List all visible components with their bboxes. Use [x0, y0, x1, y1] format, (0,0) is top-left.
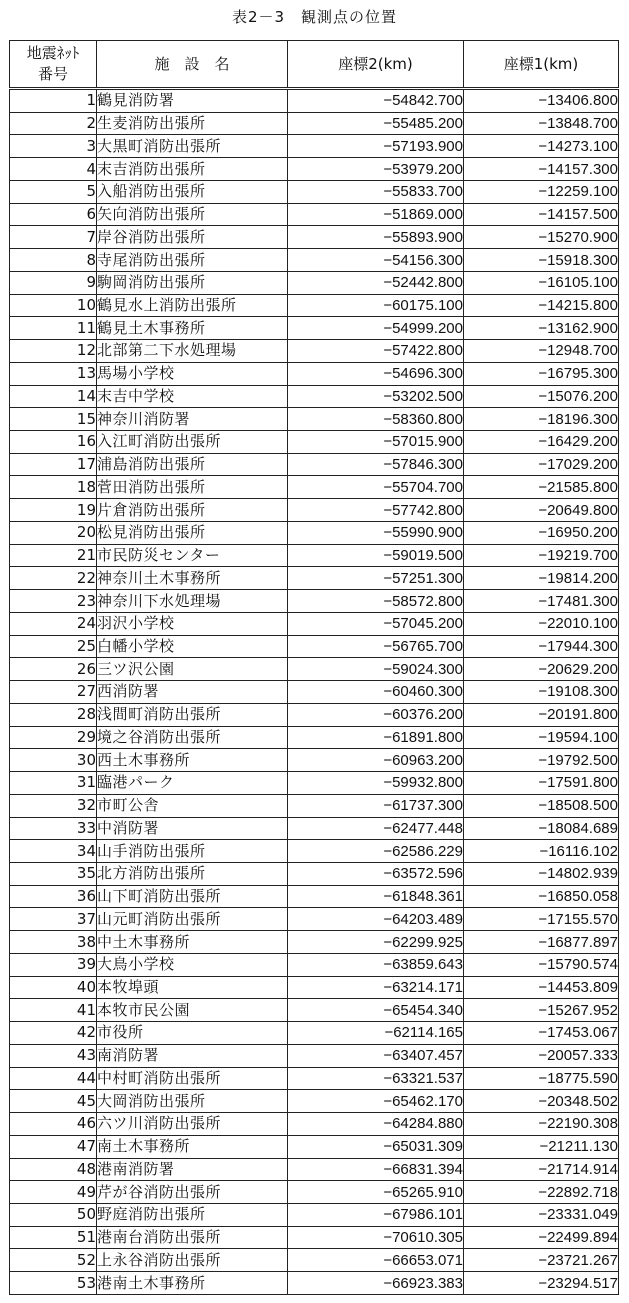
- row-number: 52: [10, 1249, 97, 1272]
- facility-name: 岸谷消防出張所: [97, 226, 288, 249]
- row-number: 17: [10, 453, 97, 476]
- coordinate-1: −19108.300: [464, 681, 619, 704]
- table-row: [10, 89, 619, 113]
- facility-name: 生麦消防出張所: [97, 112, 288, 135]
- table-row: [10, 908, 619, 931]
- row-number: 27: [10, 681, 97, 704]
- row-number: 16: [10, 431, 97, 454]
- facility-name: 山下町消防出張所: [97, 885, 288, 908]
- facility-name: 神奈川下水処理場: [97, 590, 288, 613]
- row-number: 11: [10, 317, 97, 340]
- coordinate-1: −18775.590: [464, 1067, 619, 1090]
- table-row: [10, 271, 619, 294]
- facility-name: 市町公舎: [97, 794, 288, 817]
- header-facility-name: 施 設 名: [97, 41, 288, 89]
- row-number: 35: [10, 862, 97, 885]
- facility-name: 末吉消防出張所: [97, 158, 288, 181]
- row-number: 29: [10, 726, 97, 749]
- coordinate-2: −66831.394: [288, 1158, 464, 1181]
- coordinate-2: −51869.000: [288, 203, 464, 226]
- coordinate-1: −15790.574: [464, 953, 619, 976]
- table-row: [10, 703, 619, 726]
- table-row: [10, 1113, 619, 1136]
- row-number: 15: [10, 408, 97, 431]
- coordinate-2: −60376.200: [288, 703, 464, 726]
- row-number: 51: [10, 1226, 97, 1249]
- coordinate-2: −65462.170: [288, 1090, 464, 1113]
- table-row: [10, 135, 619, 158]
- coordinate-2: −64284.880: [288, 1113, 464, 1136]
- table-row: [10, 726, 619, 749]
- facility-name: 大鳥小学校: [97, 953, 288, 976]
- coordinate-2: −63214.171: [288, 976, 464, 999]
- row-number: 20: [10, 521, 97, 544]
- coordinate-1: −17453.067: [464, 1022, 619, 1045]
- row-number: 9: [10, 271, 97, 294]
- coordinate-2: −57193.900: [288, 135, 464, 158]
- facility-name: 臨港パーク: [97, 772, 288, 795]
- coordinate-1: −14157.300: [464, 158, 619, 181]
- coordinate-2: −54696.300: [288, 362, 464, 385]
- row-number: 12: [10, 340, 97, 363]
- facility-name: 六ツ川消防出張所: [97, 1113, 288, 1136]
- facility-name: 入船消防出張所: [97, 180, 288, 203]
- coordinate-1: −22190.308: [464, 1113, 619, 1136]
- coordinate-2: −55893.900: [288, 226, 464, 249]
- coordinate-1: −16877.897: [464, 931, 619, 954]
- row-number: 37: [10, 908, 97, 931]
- facility-name: 市民防災センター: [97, 544, 288, 567]
- facility-name: 港南消防署: [97, 1158, 288, 1181]
- table-title: 表2－3 観測点の位置: [231, 8, 398, 26]
- coordinate-2: −62299.925: [288, 931, 464, 954]
- coordinate-2: −59024.300: [288, 658, 464, 681]
- coordinate-2: −65265.910: [288, 1181, 464, 1204]
- table-row: [10, 408, 619, 431]
- table-row: [10, 1022, 619, 1045]
- coordinate-2: −62586.229: [288, 840, 464, 863]
- facility-name: 駒岡消防出張所: [97, 271, 288, 294]
- coordinate-1: −15076.200: [464, 385, 619, 408]
- facility-name: 境之谷消防出張所: [97, 726, 288, 749]
- table-row: [10, 658, 619, 681]
- row-number: 13: [10, 362, 97, 385]
- row-number: 49: [10, 1181, 97, 1204]
- row-number: 40: [10, 976, 97, 999]
- coordinate-2: −63407.457: [288, 1044, 464, 1067]
- coordinate-1: −19594.100: [464, 726, 619, 749]
- row-number: 34: [10, 840, 97, 863]
- table-row: [10, 1181, 619, 1204]
- coordinate-2: −60175.100: [288, 294, 464, 317]
- facility-name: 港南台消防出張所: [97, 1226, 288, 1249]
- coordinate-1: −12948.700: [464, 340, 619, 363]
- facility-name: 市役所: [97, 1022, 288, 1045]
- table-row: [10, 590, 619, 613]
- table-row: [10, 953, 619, 976]
- row-number: 5: [10, 180, 97, 203]
- facility-name: 山元町消防出張所: [97, 908, 288, 931]
- table-row: [10, 772, 619, 795]
- coordinate-2: −53202.500: [288, 385, 464, 408]
- row-number: 47: [10, 1135, 97, 1158]
- row-number: 21: [10, 544, 97, 567]
- coordinate-2: −65031.309: [288, 1135, 464, 1158]
- table-row: [10, 1249, 619, 1272]
- table-row: [10, 635, 619, 658]
- facility-name: 入江町消防出張所: [97, 431, 288, 454]
- coordinate-1: −17029.200: [464, 453, 619, 476]
- row-number: 6: [10, 203, 97, 226]
- coordinate-1: −17155.570: [464, 908, 619, 931]
- coordinate-2: −62114.165: [288, 1022, 464, 1045]
- row-number: 24: [10, 612, 97, 635]
- row-number: 4: [10, 158, 97, 181]
- coordinate-2: −52442.800: [288, 271, 464, 294]
- coordinate-1: −20649.800: [464, 499, 619, 522]
- facility-name: 西消防署: [97, 681, 288, 704]
- table-body: [10, 89, 619, 1295]
- coordinate-1: −23721.267: [464, 1249, 619, 1272]
- coordinate-2: −63859.643: [288, 953, 464, 976]
- coordinate-1: −22010.100: [464, 612, 619, 635]
- header-coordinate-1: 座標1(km): [464, 41, 619, 89]
- coordinate-2: −63572.596: [288, 862, 464, 885]
- facility-name: 矢向消防出張所: [97, 203, 288, 226]
- coordinate-2: −61737.300: [288, 794, 464, 817]
- coordinate-2: −53979.200: [288, 158, 464, 181]
- coordinate-1: −16850.058: [464, 885, 619, 908]
- row-number: 26: [10, 658, 97, 681]
- coordinate-2: −58572.800: [288, 590, 464, 613]
- facility-name: 野庭消防出張所: [97, 1203, 288, 1226]
- row-number: 3: [10, 135, 97, 158]
- coordinate-1: −19219.700: [464, 544, 619, 567]
- facility-name: 中土木事務所: [97, 931, 288, 954]
- facility-name: 神奈川土木事務所: [97, 567, 288, 590]
- row-number: 32: [10, 794, 97, 817]
- coordinate-2: −57422.800: [288, 340, 464, 363]
- row-number: 36: [10, 885, 97, 908]
- row-number: 23: [10, 590, 97, 613]
- coordinate-1: −18084.689: [464, 817, 619, 840]
- row-number: 41: [10, 999, 97, 1022]
- table-row: [10, 226, 619, 249]
- table-row: [10, 1135, 619, 1158]
- coordinate-1: −17481.300: [464, 590, 619, 613]
- facility-name: 神奈川消防署: [97, 408, 288, 431]
- facility-name: 北方消防出張所: [97, 862, 288, 885]
- observation-point-table: [9, 40, 619, 1295]
- coordinate-2: −54999.200: [288, 317, 464, 340]
- facility-name: 南土木事務所: [97, 1135, 288, 1158]
- table-row: [10, 817, 619, 840]
- header-no-line2: 番号: [37, 65, 68, 83]
- table-row: [10, 681, 619, 704]
- coordinate-2: −55485.200: [288, 112, 464, 135]
- coordinate-1: −16116.102: [464, 840, 619, 863]
- coordinate-2: −65454.340: [288, 999, 464, 1022]
- coordinate-1: −14453.809: [464, 976, 619, 999]
- facility-name: 北部第二下水処理場: [97, 340, 288, 363]
- coordinate-1: −20191.800: [464, 703, 619, 726]
- coordinate-1: −20348.502: [464, 1090, 619, 1113]
- coordinate-1: −22892.718: [464, 1181, 619, 1204]
- table-row: [10, 1203, 619, 1226]
- row-number: 50: [10, 1203, 97, 1226]
- coordinate-2: −56765.700: [288, 635, 464, 658]
- table-row: [10, 976, 619, 999]
- table-row: [10, 1067, 619, 1090]
- row-number: 8: [10, 249, 97, 272]
- row-number: 19: [10, 499, 97, 522]
- table-row: [10, 294, 619, 317]
- coordinate-2: −67986.101: [288, 1203, 464, 1226]
- coordinate-2: −61891.800: [288, 726, 464, 749]
- facility-name: 片倉消防出張所: [97, 499, 288, 522]
- coordinate-1: −14273.100: [464, 135, 619, 158]
- coordinate-1: −19814.200: [464, 567, 619, 590]
- table-row: [10, 567, 619, 590]
- table-row: [10, 317, 619, 340]
- coordinate-1: −17944.300: [464, 635, 619, 658]
- row-number: 46: [10, 1113, 97, 1136]
- facility-name: 菅田消防出張所: [97, 476, 288, 499]
- table-row: [10, 362, 619, 385]
- coordinate-1: −22499.894: [464, 1226, 619, 1249]
- coordinate-2: −66653.071: [288, 1249, 464, 1272]
- coordinate-2: −57251.300: [288, 567, 464, 590]
- facility-name: 中消防署: [97, 817, 288, 840]
- coordinate-2: −66923.383: [288, 1272, 464, 1295]
- coordinate-1: −18508.500: [464, 794, 619, 817]
- table-row: [10, 476, 619, 499]
- coordinate-2: −63321.537: [288, 1067, 464, 1090]
- facility-name: 白幡小学校: [97, 635, 288, 658]
- coordinate-2: −59932.800: [288, 772, 464, 795]
- row-number: 42: [10, 1022, 97, 1045]
- table-row: [10, 840, 619, 863]
- row-number: 44: [10, 1067, 97, 1090]
- coordinate-2: −62477.448: [288, 817, 464, 840]
- table-row: [10, 862, 619, 885]
- coordinate-1: −16429.200: [464, 431, 619, 454]
- coordinate-2: −57742.800: [288, 499, 464, 522]
- coordinate-2: −70610.305: [288, 1226, 464, 1249]
- coordinate-2: −61848.361: [288, 885, 464, 908]
- facility-name: 馬場小学校: [97, 362, 288, 385]
- facility-name: 末吉中学校: [97, 385, 288, 408]
- facility-name: 鶴見水上消防出張所: [97, 294, 288, 317]
- table-row: [10, 544, 619, 567]
- coordinate-1: −15267.952: [464, 999, 619, 1022]
- facility-name: 羽沢小学校: [97, 612, 288, 635]
- row-number: 45: [10, 1090, 97, 1113]
- facility-name: 大黒町消防出張所: [97, 135, 288, 158]
- row-number: 10: [10, 294, 97, 317]
- row-number: 33: [10, 817, 97, 840]
- coordinate-1: −15270.900: [464, 226, 619, 249]
- table-row: [10, 885, 619, 908]
- row-number: 2: [10, 112, 97, 135]
- facility-name: 大岡消防出張所: [97, 1090, 288, 1113]
- coordinate-2: −55704.700: [288, 476, 464, 499]
- coordinate-2: −60460.300: [288, 681, 464, 704]
- table-row: [10, 1272, 619, 1295]
- coordinate-1: −19792.500: [464, 749, 619, 772]
- coordinate-1: −23294.517: [464, 1272, 619, 1295]
- table-row: [10, 112, 619, 135]
- facility-name: 上永谷消防出張所: [97, 1249, 288, 1272]
- facility-name: 芹が谷消防出張所: [97, 1181, 288, 1204]
- facility-name: 南消防署: [97, 1044, 288, 1067]
- facility-name: 鶴見土木事務所: [97, 317, 288, 340]
- table-row: [10, 1090, 619, 1113]
- table-row: [10, 1226, 619, 1249]
- row-number: 38: [10, 931, 97, 954]
- facility-name: 松見消防出張所: [97, 521, 288, 544]
- row-number: 1: [10, 89, 97, 113]
- coordinate-1: −14215.800: [464, 294, 619, 317]
- coordinate-1: −23331.049: [464, 1203, 619, 1226]
- facility-name: 西土木事務所: [97, 749, 288, 772]
- coordinate-2: −54842.700: [288, 89, 464, 113]
- coordinate-2: −60963.200: [288, 749, 464, 772]
- coordinate-1: −15918.300: [464, 249, 619, 272]
- facility-name: 山手消防出張所: [97, 840, 288, 863]
- coordinate-1: −13162.900: [464, 317, 619, 340]
- coordinate-2: −57015.900: [288, 431, 464, 454]
- table-row: [10, 453, 619, 476]
- table-row: [10, 499, 619, 522]
- facility-name: 三ツ沢公園: [97, 658, 288, 681]
- row-number: 53: [10, 1272, 97, 1295]
- table-row: [10, 158, 619, 181]
- header-row: [10, 41, 619, 89]
- table-row: [10, 180, 619, 203]
- table-row: [10, 794, 619, 817]
- coordinate-1: −14802.939: [464, 862, 619, 885]
- coordinate-1: −16950.200: [464, 521, 619, 544]
- table-row: [10, 203, 619, 226]
- facility-name: 本牧市民公園: [97, 999, 288, 1022]
- facility-name: 浅間町消防出張所: [97, 703, 288, 726]
- coordinate-2: −55990.900: [288, 521, 464, 544]
- row-number: 7: [10, 226, 97, 249]
- coordinate-1: −17591.800: [464, 772, 619, 795]
- coordinate-2: −58360.800: [288, 408, 464, 431]
- table-row: [10, 385, 619, 408]
- row-number: 39: [10, 953, 97, 976]
- row-number: 28: [10, 703, 97, 726]
- coordinate-1: −20629.200: [464, 658, 619, 681]
- coordinate-1: −13406.800: [464, 89, 619, 113]
- facility-name: 港南土木事務所: [97, 1272, 288, 1295]
- coordinate-1: −21211.130: [464, 1135, 619, 1158]
- table-row: [10, 749, 619, 772]
- row-number: 31: [10, 772, 97, 795]
- facility-name: 鶴見消防署: [97, 89, 288, 113]
- coordinate-1: −13848.700: [464, 112, 619, 135]
- table-row: [10, 340, 619, 363]
- coordinate-1: −16105.100: [464, 271, 619, 294]
- coordinate-2: −55833.700: [288, 180, 464, 203]
- coordinate-2: −59019.500: [288, 544, 464, 567]
- row-number: 25: [10, 635, 97, 658]
- facility-name: 中村町消防出張所: [97, 1067, 288, 1090]
- table-row: [10, 931, 619, 954]
- coordinate-1: −21714.914: [464, 1158, 619, 1181]
- row-number: 18: [10, 476, 97, 499]
- coordinate-1: −14157.500: [464, 203, 619, 226]
- row-number: 14: [10, 385, 97, 408]
- row-number: 43: [10, 1044, 97, 1067]
- table-row: [10, 612, 619, 635]
- coordinate-2: −57045.200: [288, 612, 464, 635]
- table-row: [10, 1044, 619, 1067]
- coordinate-1: −16795.300: [464, 362, 619, 385]
- facility-name: 浦島消防出張所: [97, 453, 288, 476]
- coordinate-1: −12259.100: [464, 180, 619, 203]
- facility-name: 本牧埠頭: [97, 976, 288, 999]
- facility-name: 寺尾消防出張所: [97, 249, 288, 272]
- coordinate-1: −21585.800: [464, 476, 619, 499]
- row-number: 30: [10, 749, 97, 772]
- coordinate-2: −57846.300: [288, 453, 464, 476]
- table-row: [10, 1158, 619, 1181]
- row-number: 22: [10, 567, 97, 590]
- coordinate-2: −64203.489: [288, 908, 464, 931]
- table-row: [10, 999, 619, 1022]
- table-row: [10, 431, 619, 454]
- header-coordinate-2: 座標2(km): [288, 41, 464, 89]
- header-seismic-net-number: [10, 41, 97, 89]
- coordinate-1: −20057.333: [464, 1044, 619, 1067]
- row-number: 48: [10, 1158, 97, 1181]
- header-no-line1: 地震ﾈｯﾄ: [26, 44, 80, 62]
- table-row: [10, 521, 619, 544]
- table-row: [10, 249, 619, 272]
- coordinate-1: −18196.300: [464, 408, 619, 431]
- coordinate-2: −54156.300: [288, 249, 464, 272]
